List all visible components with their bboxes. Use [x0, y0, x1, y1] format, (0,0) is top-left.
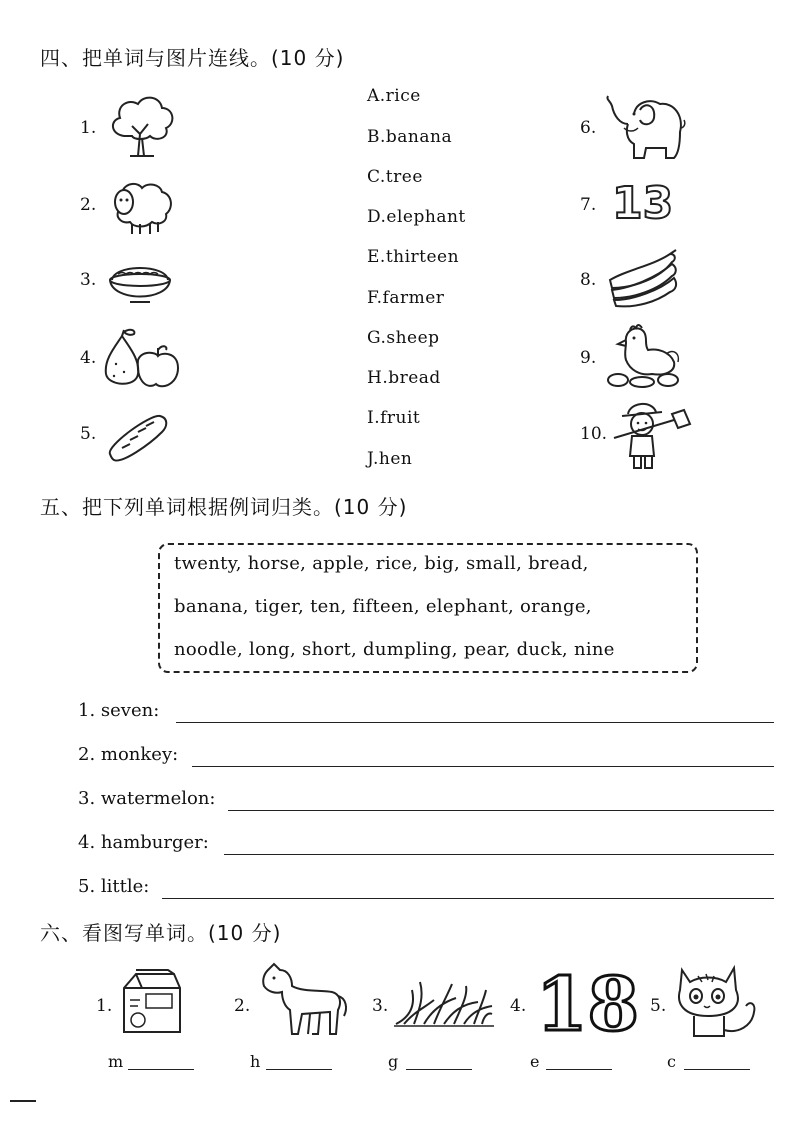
- banana-icon: [606, 250, 680, 310]
- number-13-text: 13: [612, 178, 674, 229]
- fruit-icon: [102, 328, 182, 390]
- word-blank-2[interactable]: [266, 1069, 332, 1070]
- picture-number-1: 1.: [96, 996, 113, 1016]
- match-word-h: H.bread: [367, 368, 441, 388]
- picture-number-4: 4.: [510, 996, 527, 1016]
- match-word-j: J.hen: [367, 449, 413, 469]
- word-box: [158, 543, 698, 673]
- rice-bowl-icon: [104, 258, 176, 310]
- word-blank-3[interactable]: [406, 1069, 472, 1070]
- classify-label-1: 1. seven:: [78, 700, 160, 721]
- match-word-a: A.rice: [367, 86, 421, 106]
- word-box-line-3: noodle, long, short, dumpling, pear, duck, nine: [174, 639, 615, 660]
- picture-number-5: 5.: [650, 996, 667, 1016]
- match-number-3: 3.: [80, 270, 97, 290]
- classify-answer-line-2[interactable]: [192, 766, 774, 767]
- hen-icon: [604, 324, 684, 388]
- classify-answer-line-5[interactable]: [162, 898, 774, 899]
- match-word-i: I.fruit: [367, 408, 421, 428]
- match-word-d: D.elephant: [367, 207, 466, 227]
- classify-answer-line-3[interactable]: [228, 810, 774, 811]
- classify-label-5: 5. little:: [78, 876, 150, 897]
- farmer-icon: [612, 398, 696, 472]
- picture-number-3: 3.: [372, 996, 389, 1016]
- word-blank-1[interactable]: [128, 1069, 194, 1070]
- section-5-title: 五、把下列单词根据例词归类。(10 分): [40, 495, 408, 519]
- first-letter-2: h: [250, 1052, 261, 1071]
- word-box-line-2: banana, tiger, ten, fifteen, elephant, orange,: [174, 596, 592, 617]
- classify-label-3: 3. watermelon:: [78, 788, 216, 809]
- classify-answer-line-4[interactable]: [224, 854, 774, 855]
- elephant-icon: [604, 92, 686, 164]
- match-number-1: 1.: [80, 118, 97, 138]
- section-6-title: 六、看图写单词。(10 分): [40, 921, 282, 945]
- first-letter-5: c: [667, 1052, 676, 1071]
- match-word-b: B.banana: [367, 127, 453, 147]
- classify-answer-line-1[interactable]: [176, 722, 774, 723]
- grass-icon: [394, 978, 494, 1028]
- picture-number-2: 2.: [234, 996, 251, 1016]
- word-blank-5[interactable]: [684, 1069, 750, 1070]
- horse-icon: [258, 962, 350, 1038]
- sheep-icon: [104, 180, 176, 238]
- bread-icon: [104, 410, 170, 466]
- match-word-g: G.sheep: [367, 328, 440, 348]
- match-number-8: 8.: [580, 270, 597, 290]
- classify-label-2: 2. monkey:: [78, 744, 179, 765]
- match-number-5: 5.: [80, 424, 97, 444]
- classify-label-4: 4. hamburger:: [78, 832, 209, 853]
- match-word-c: C.tree: [367, 167, 423, 187]
- match-word-e: E.thirteen: [367, 247, 460, 267]
- match-number-7: 7.: [580, 195, 597, 215]
- first-letter-3: g: [388, 1052, 399, 1071]
- cat-icon: [672, 960, 762, 1040]
- match-number-10: 10.: [580, 424, 608, 444]
- milk-carton-icon: [118, 966, 184, 1036]
- word-blank-4[interactable]: [546, 1069, 612, 1070]
- number-13-icon: [610, 178, 674, 229]
- section-4-title: 四、把单词与图片连线。(10 分): [40, 46, 345, 70]
- number-18-text: 18: [536, 962, 639, 1048]
- tree-icon: [104, 94, 180, 160]
- page-edge-mark: [10, 1100, 36, 1102]
- match-number-2: 2.: [80, 195, 97, 215]
- match-number-4: 4.: [80, 348, 97, 368]
- match-number-9: 9.: [580, 348, 597, 368]
- match-number-6: 6.: [580, 118, 597, 138]
- first-letter-1: m: [108, 1052, 124, 1071]
- word-box-line-1: twenty, horse, apple, rice, big, small, bread,: [174, 553, 589, 574]
- match-word-f: F.farmer: [367, 288, 445, 308]
- number-18-icon: [532, 962, 639, 1048]
- first-letter-4: e: [530, 1052, 540, 1071]
